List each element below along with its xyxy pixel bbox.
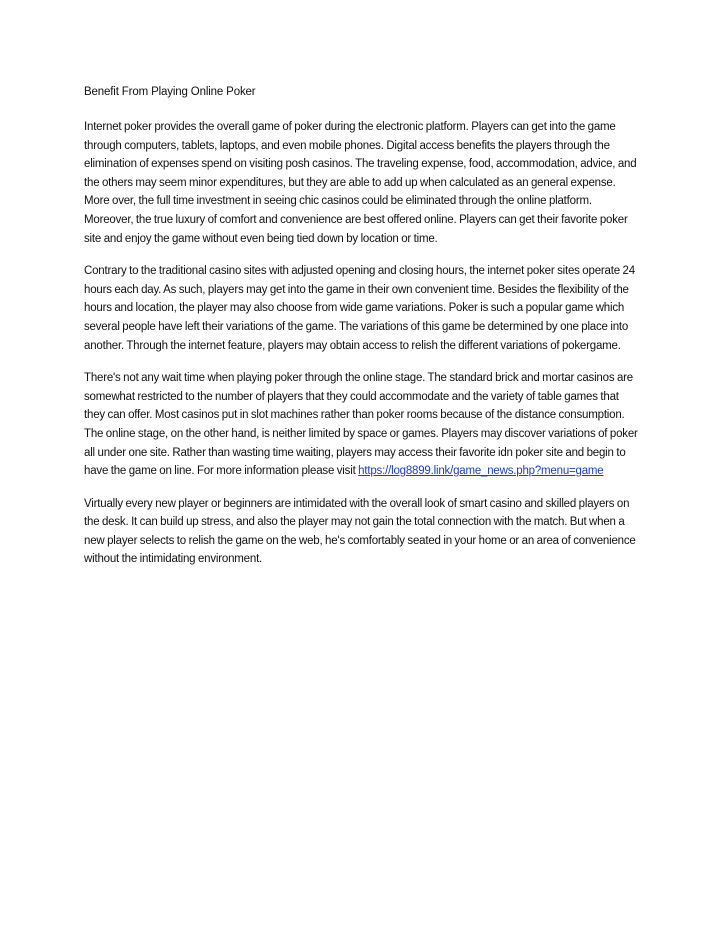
document-page [84, 83, 640, 583]
document-title: Benefit From Playing Online Poker [84, 86, 256, 98]
game-news-link[interactable]: https://log8899.link/game_news.php?menu=game [358, 465, 604, 478]
paragraph-3 [84, 369, 640, 481]
paragraph-4: Virtually every new player or beginners are intimidated with the overall look of smart casino and skilled players on the desk. It can build up stress, and also the player may not gain the total connection with the match. But when a new player selects to relish the game on the web, he's comfortably seated in your home or an area of convenience without the intimidating environment. [84, 497, 636, 566]
paragraph-2: Contrary to the traditional casino sites with adjusted opening and closing hours, the internet poker sites operate 24 hours each day. As such, players may get into the game in their own convenient time. Besides the flexibility of the hours and location, the player may also choose from wide game variations. Poker is such a popular game which several people have left their variations of the game. The variations of this game be determined by one place into another. Through the internet feature, players may obtain access to relish the different variations of pokergame. [84, 265, 635, 352]
paragraph-1: Internet poker provides the overall game of poker during the electronic platform. Players can get into the game through computers, tablets, laptops, and even mobile phones. Digital access benefits the players through the elimination of expenses spend on visiting posh casinos. The traveling expense, food, accommodation, advice, and the others may seem minor expenditures, but they are able to add up when calculated as an general expense. More over, the full time investment in seeing chic casinos could be eliminated through the online platform. Moreover, the true luxury of comfort and convenience are best offered online. Players can get their favorite poker site and enjoy the game without even being tied down by location or time. [84, 121, 637, 245]
paragraph-3-text: There's not any wait time when playing poker through the online stage. The standard brick and mortar casinos are somewhat restricted to the number of players that they could accommodate and the variety of table games that they can offer. Most casinos put in slot machines rather than poker rooms because of the distance consumption. The online stage, on the other hand, is neither limited by space or games. Players may discover variations of poker all under one site. Rather than wasting time waiting, players may access their favorite idn poker site and begin to have the game on line. For more information please visit [84, 372, 638, 478]
